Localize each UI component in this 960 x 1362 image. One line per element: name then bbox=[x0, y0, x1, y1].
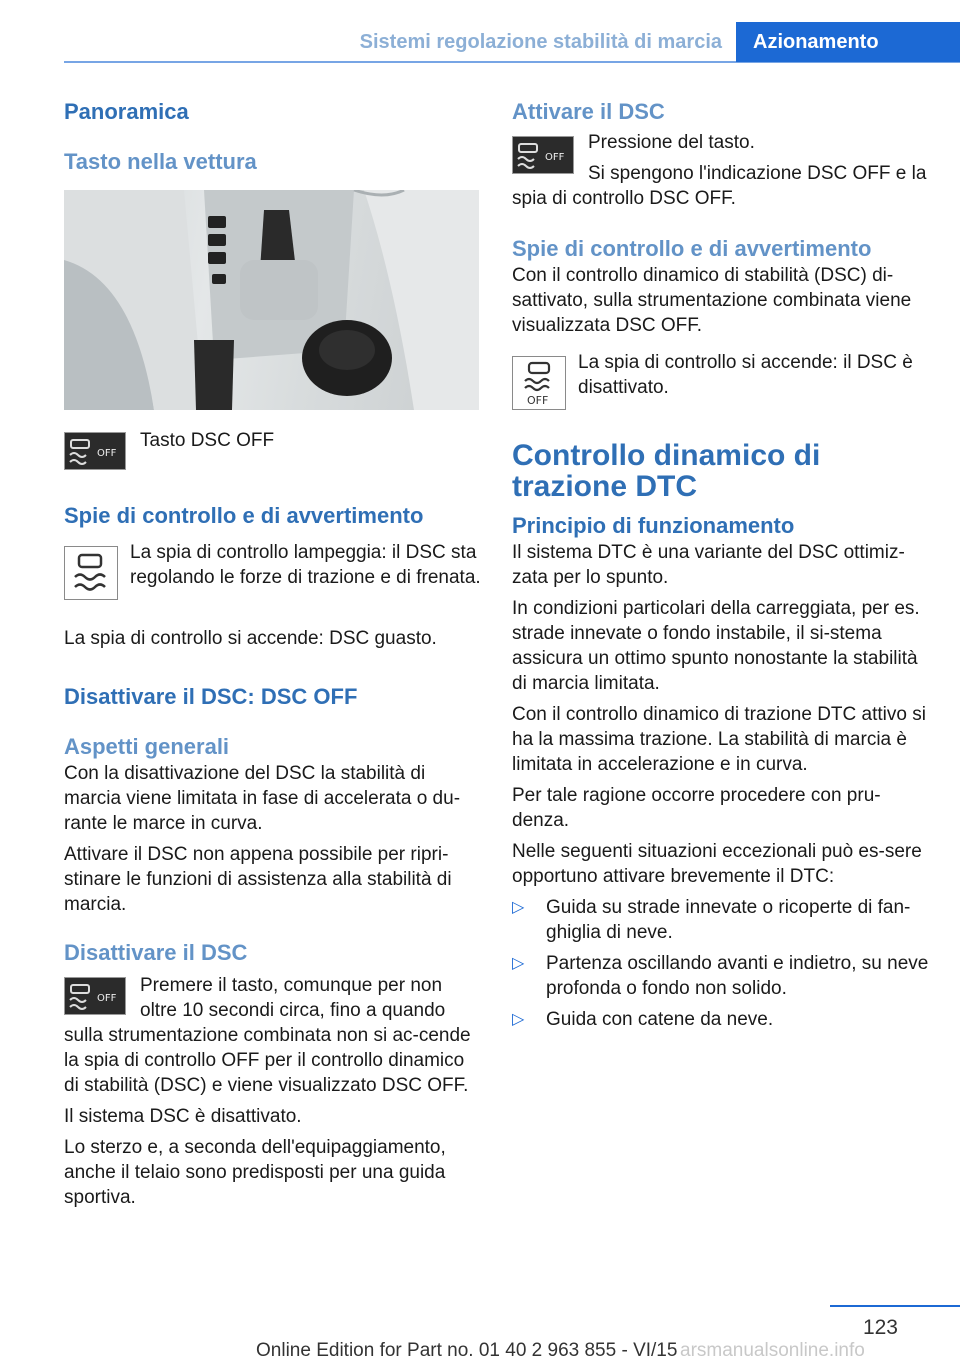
heading-attivare: Attivare il DSC bbox=[512, 99, 665, 124]
triangle-bullet-icon: ▷ bbox=[512, 1011, 525, 1028]
svg-text:OFF: OFF bbox=[545, 152, 565, 163]
car-console-illustration bbox=[64, 190, 479, 410]
list-item: ▷ Guida su strade innevate o ricoperte di fan-ghiglia di neve. bbox=[512, 897, 911, 943]
watermark: arsmanualsonline.info bbox=[680, 1340, 865, 1361]
list-item: ▷ Guida con catene da neve. bbox=[512, 1009, 774, 1030]
principio-p5: Nelle seguenti situazioni eccezionali può es-sere opportuno attivare brevemente il DTC: bbox=[512, 841, 922, 887]
disattivare-p2: Il sistema DSC è disattivato. bbox=[64, 1106, 302, 1127]
svg-text:OFF: OFF bbox=[97, 448, 117, 459]
attivare-p1: Pressione del tasto. bbox=[588, 132, 755, 153]
spie-left-text: La spia di controllo lampeggia: il DSC sta regolando le forze di trazione e di frenata. bbox=[130, 542, 481, 588]
tasto-dsc-label: Tasto DSC OFF bbox=[140, 430, 275, 451]
dsc-off-warning-light-icon bbox=[512, 356, 566, 410]
svg-text:OFF: OFF bbox=[527, 394, 549, 407]
spie-right-p1: Con il controllo dinamico di stabilità (DSC) di-sattivato, sulla strumentazione combinata viene visualizzata DSC OFF. bbox=[512, 265, 912, 336]
situations-list bbox=[512, 895, 930, 1032]
principio-p2: In condizioni particolari della carreggiata, per es. strade innevate o fondo instabile, il si-stema assicura un ottimo spunto nonostante la stabilità di marcia limitata. bbox=[512, 598, 920, 694]
spie-left-text2: La spia di controllo si accende: DSC guasto. bbox=[64, 628, 437, 649]
heading-dtc: Controllo dinamico di trazione DTC bbox=[512, 439, 821, 503]
footer-rule bbox=[830, 1305, 960, 1307]
left-column bbox=[64, 98, 482, 1210]
svg-text:OFF: OFF bbox=[97, 993, 117, 1004]
edition-footer: Online Edition for Part no. 01 40 2 963 855 - VI/15 bbox=[256, 1340, 678, 1361]
heading-spie-left: Spie di controllo e di avvertimento bbox=[64, 503, 424, 528]
car-console-photo bbox=[64, 190, 479, 410]
heading-disattivare-dsc: Disattivare il DSC bbox=[64, 940, 248, 965]
attivare-block bbox=[512, 130, 930, 211]
disattivare-p3: Lo sterzo e, a seconda dell'equipaggiamento, anche il telaio sono predisposti per una guida sportiva. bbox=[64, 1137, 446, 1208]
tasto-dsc-row bbox=[64, 430, 482, 474]
list-item: ▷ Partenza oscillando avanti e indietro, su neve profonda o fondo non solido. bbox=[512, 953, 929, 999]
running-header-section: Sistemi regolazione stabilità di marcia bbox=[359, 31, 722, 53]
attivare-p2: Si spengono l'indicazione DSC OFF e la spia di controllo DSC OFF. bbox=[512, 163, 927, 209]
spie-warning-row bbox=[64, 540, 482, 620]
disattivare-block bbox=[64, 973, 482, 1098]
header-rule bbox=[64, 61, 960, 63]
dsc-warning-light-icon bbox=[64, 546, 118, 600]
spie-right-row bbox=[512, 350, 930, 412]
right-column bbox=[512, 98, 930, 1038]
principio-p3: Con il controllo dinamico di trazione DTC attivo si ha la massima trazione. La stabilità di marcia è limitata in accelerazione e in curva. bbox=[512, 704, 926, 775]
heading-principio: Principio di funzionamento bbox=[512, 513, 795, 538]
page-number: 123 bbox=[862, 1316, 898, 1339]
aspetti-p1: Con la disattivazione del DSC la stabilità di marcia viene limitata in fase di accelerata o du-rante le marce in curva. bbox=[64, 763, 461, 834]
aspetti-p2: Attivare il DSC non appena possibile per ripri-stinare le funzioni di assistenza alla stabilità di marcia. bbox=[64, 844, 452, 915]
principio-p4: Per tale ragione occorre procedere con pru-denza. bbox=[512, 785, 881, 831]
triangle-bullet-icon: ▷ bbox=[512, 899, 525, 916]
heading-disattivare-off: Disattivare il DSC: DSC OFF bbox=[64, 684, 358, 709]
heading-tasto: Tasto nella vettura bbox=[64, 149, 257, 174]
principio-p1: Il sistema DTC è una variante del DSC ottimiz-zata per lo spunto. bbox=[512, 542, 905, 588]
heading-spie-right: Spie di controllo e di avvertimento bbox=[512, 236, 872, 261]
dsc-off-button-icon-2 bbox=[64, 977, 126, 1015]
disattivare-p1: Premere il tasto, comunque per non oltre 10 secondi circa, fino a quando sulla strumentazione combinata non si ac-cende la spia di controllo OFF per il controllo dinamico di stabilità (DSC) e viene visualizzato DSC OFF. bbox=[64, 975, 471, 1096]
running-header-tab: Azionamento bbox=[736, 22, 960, 62]
triangle-bullet-icon: ▷ bbox=[512, 955, 525, 972]
heading-aspetti: Aspetti generali bbox=[64, 734, 230, 759]
dsc-off-button-icon-3 bbox=[512, 136, 574, 174]
spie-right-p2: La spia di controllo si accende: il DSC è disattivato. bbox=[578, 352, 913, 398]
heading-panoramica: Panoramica bbox=[64, 99, 189, 124]
